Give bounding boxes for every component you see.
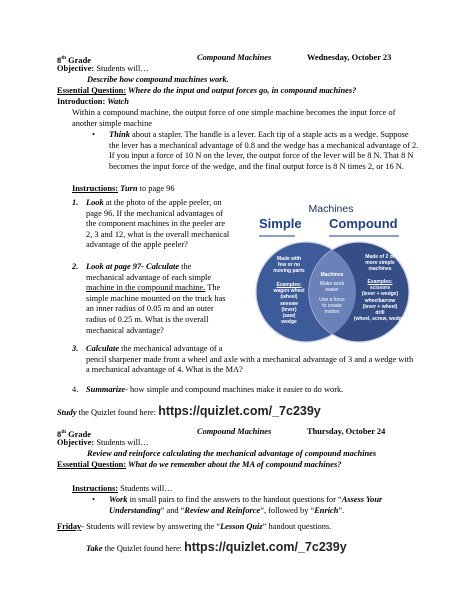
- venn-left-examples: Examples: wagon wheel (wheel) seesaw (lever) (saw) wedge: [273, 282, 305, 326]
- q4-number: 4.: [72, 385, 79, 394]
- work-bullet-icon: •: [92, 495, 95, 504]
- quizlet-link-2[interactable]: https://quizlet.com/_7c239y: [184, 540, 347, 554]
- objective-line: Objective: Students will…: [57, 64, 149, 73]
- question-4: Summarize- how simple and compound machines make it easier to do work.: [86, 385, 344, 394]
- quizlet-link[interactable]: https://quizlet.com/_7c239y: [158, 404, 321, 418]
- venn-right-examples: Examples: scissors (lever + wedge) wheelbarrow (lever + wheel) drill (wheel, screw, wedge): [353, 279, 407, 323]
- question-2: Look at page 97- Calculate the mechanical advantage of each simple machine in the compound machine. The simple machine mounted on the truck has an inner radius of 0.05 m and an outer radius of 0.25 m. What is the overall mechanical advantage?: [86, 262, 226, 335]
- question-3: Calculate the mechanical advantage of a pencil sharpener made from a wheel and axle with a mechanical advantage of 3 and a wedge with a mechanical advantage of 4. What is the MA?: [86, 344, 414, 375]
- instructions-line: Instructions: Turn to page 96: [72, 184, 175, 193]
- take-line: Take the Quizlet found here: https://quizlet.com/_7c239y: [86, 540, 347, 554]
- essential-question: Essential Question: Where do the input and output forces go, in compound machines?: [57, 86, 357, 95]
- venn-diagram: [251, 196, 411, 344]
- venn-right-description: Made of 2 or more simple machines: [365, 254, 395, 273]
- q2-number: 2.: [72, 262, 79, 271]
- date: Thursday, October 24: [307, 427, 386, 436]
- introduction-line: Introduction: Watch: [57, 97, 129, 106]
- venn-middle: Machines Make work easier Use a force to create motion: [319, 272, 345, 316]
- intro-paragraph-2: another simple machine: [72, 119, 153, 128]
- day2-objective-line: Objective: Students will…: [57, 438, 149, 447]
- question-1: Look at the photo of the apple peeler, on page 96. If the mechanical advantages of the component machines in the peeler are 2, 3 and 12, what is the overall mechanical advantage of the apple peeler?: [86, 198, 230, 250]
- venn-title: Machines: [308, 203, 354, 215]
- grade: 8th Grade: [57, 429, 91, 439]
- grade: 8th Grade: [57, 55, 91, 65]
- think-bullet-icon: •: [92, 130, 95, 139]
- q3-number: 3.: [72, 344, 79, 353]
- think-paragraph: Think about a stapler. The handle is a lever. Each tip of a staple acts as a wedge. Suppose the lever has a mechanical advantage of 0.8 and the wedge has a mechanical advantage of 2. If you input a force of 10 N on the lever, the output force of the lever will be 8 N. That 8 N becomes the input force of the wedge, and the final output force is 8 N times 2, or 16 N.: [109, 130, 419, 171]
- intro-paragraph-1: Within a compound machine, the output force of one simple machine becomes the input force of: [72, 108, 396, 117]
- topic: Compound Machines: [197, 53, 272, 62]
- q1-number: 1.: [72, 198, 79, 207]
- work-paragraph: Work in small pairs to find the answers to the handout questions for “Assess Your Understanding” and “Review and Reinforce”, followed by “Enrich”.: [109, 495, 383, 515]
- date: Wednesday, October 23: [307, 53, 392, 62]
- venn-right-heading: Compound: [329, 216, 398, 231]
- friday-line: Friday- Students will review by answering the “Lesson Quiz” handout questions.: [57, 522, 332, 531]
- day2-objective-detail: Review and reinforce calculating the mechanical advantage of compound machines: [87, 449, 377, 458]
- topic: Compound Machines: [197, 427, 272, 436]
- venn-left-heading: Simple: [259, 216, 302, 231]
- day2-essential-question: Essential Question: What do we remember about the MA of compound machines?: [57, 460, 342, 469]
- objective-detail: Describe how compound machines work.: [87, 75, 229, 84]
- study-line: Study the Quizlet found here: https://quizlet.com/_7c239y: [57, 404, 321, 418]
- day2-instructions-line: Instructions: Students will…: [72, 484, 173, 493]
- venn-left-description: Made with few or no moving parts: [273, 256, 305, 275]
